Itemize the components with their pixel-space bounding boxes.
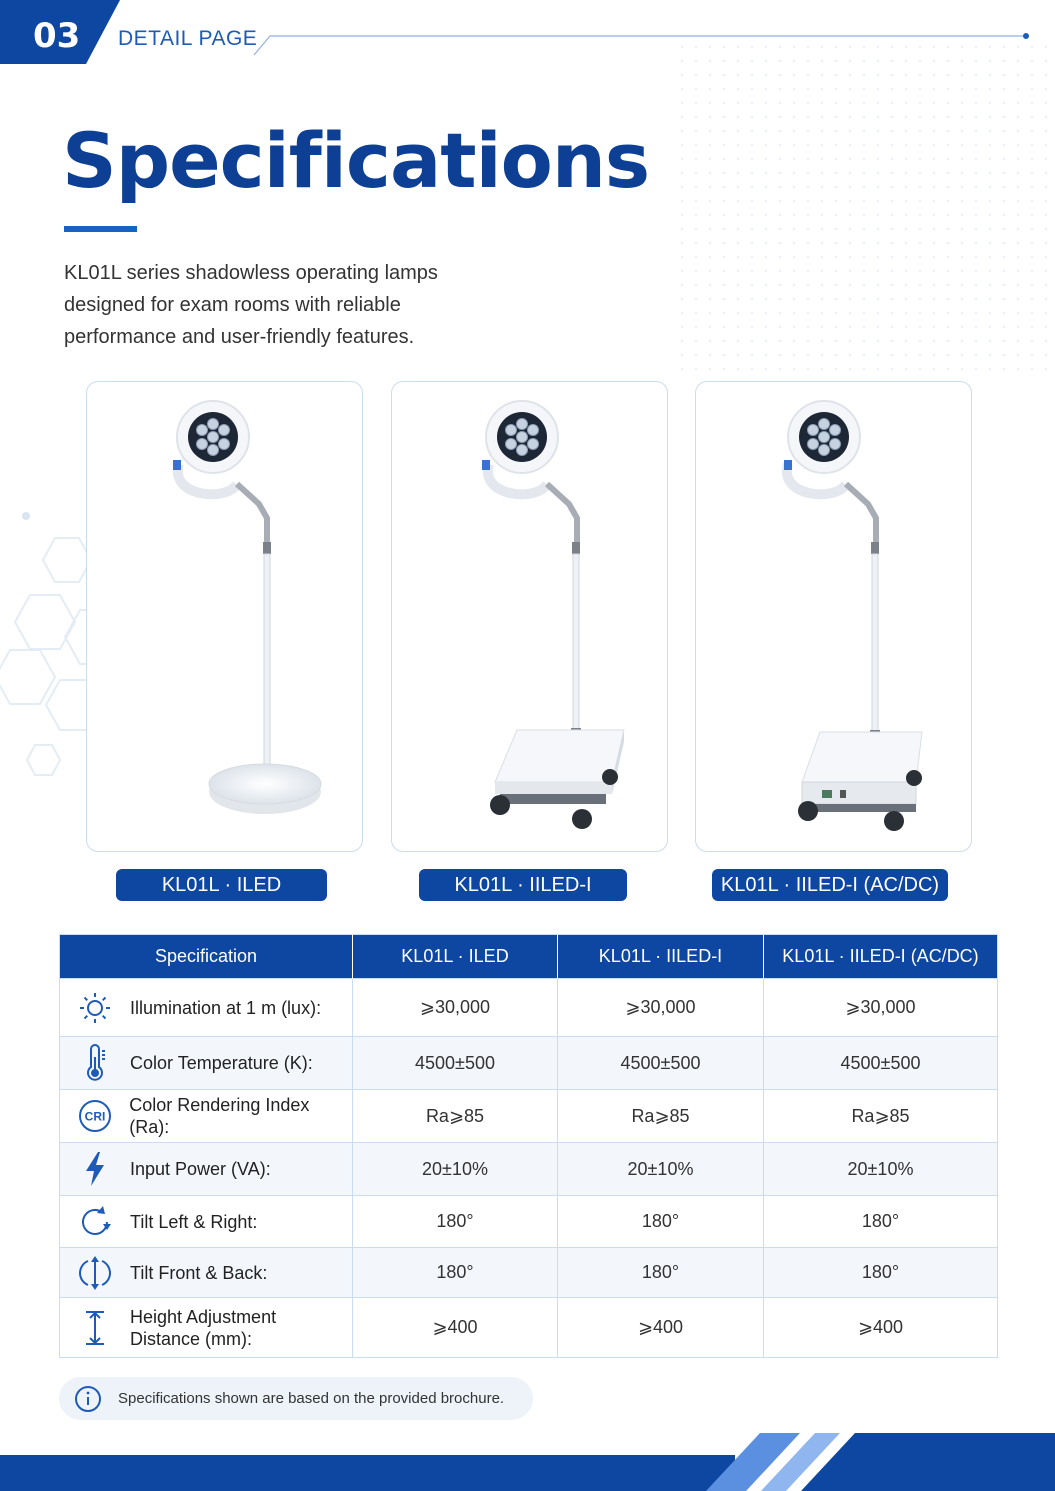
cri-icon-text: CRI xyxy=(84,1109,105,1124)
spec-label: Input Power (VA): xyxy=(130,1159,271,1179)
spec-value: Ra⩾85 xyxy=(558,1090,764,1143)
header-model-3: KL01L · IILED-I (AC/DC) xyxy=(764,935,998,979)
spec-value: 20±10% xyxy=(558,1143,764,1196)
header-specification: Specification xyxy=(60,935,353,979)
lightning-icon xyxy=(60,1150,130,1188)
spec-value: 180° xyxy=(353,1196,558,1248)
header-model-1: KL01L · ILED xyxy=(353,935,558,979)
spec-value: 180° xyxy=(764,1196,998,1248)
title-underline xyxy=(64,226,137,232)
page-description: KL01L series shadowless operating lamps designed for exam rooms with reliable performance and user-friendly features. xyxy=(64,262,438,348)
lamp-round-base-image xyxy=(87,382,363,852)
page-title: Specifications xyxy=(62,116,650,205)
spec-value: 4500±500 xyxy=(764,1037,998,1090)
spec-value: 4500±500 xyxy=(353,1037,558,1090)
spec-value: 180° xyxy=(558,1248,764,1298)
rotate-vertical-icon xyxy=(60,1253,130,1293)
height-adjust-icon xyxy=(60,1308,130,1348)
product-name-iiled-acdc: KL01L · IILED-I (AC/DC) xyxy=(712,869,948,901)
spec-value: ⩾400 xyxy=(764,1298,998,1358)
note-banner xyxy=(59,1377,533,1420)
spec-value: 180° xyxy=(353,1248,558,1298)
spec-value: ⩾400 xyxy=(558,1298,764,1358)
spec-label: Illumination at 1 m (lux): xyxy=(130,997,322,1018)
spec-value: ⩾30,000 xyxy=(764,979,998,1037)
product-card-iled xyxy=(86,381,363,852)
lamp-cart-base-image xyxy=(392,382,668,852)
thermometer-icon xyxy=(60,1043,130,1083)
section-number: 03 xyxy=(33,16,81,56)
table-row xyxy=(60,1037,998,1090)
product-name-iiled: KL01L · IILED-I xyxy=(419,869,627,901)
table-row xyxy=(60,1196,998,1248)
table-header-row xyxy=(60,935,998,979)
table-row xyxy=(60,979,998,1037)
spec-label: Tilt Front & Back: xyxy=(130,1262,268,1283)
lamp-cart-panel-base-image xyxy=(696,382,972,852)
spec-value: 20±10% xyxy=(353,1143,558,1196)
table-row xyxy=(60,1248,998,1298)
table-row xyxy=(60,1298,998,1358)
spec-table xyxy=(59,934,998,1358)
section-label: DETAIL PAGE xyxy=(118,27,258,50)
rotate-horizontal-icon xyxy=(60,1203,130,1241)
spec-label: Tilt Left & Right: xyxy=(130,1211,258,1232)
note-text: Specifications shown are based on the provided brochure. xyxy=(118,1390,505,1407)
spec-value: 20±10% xyxy=(764,1143,998,1196)
spec-value: ⩾30,000 xyxy=(353,979,558,1037)
spec-value: ⩾400 xyxy=(353,1298,558,1358)
footer-band xyxy=(0,1433,1055,1491)
sun-icon xyxy=(60,990,130,1026)
info-icon xyxy=(74,1385,102,1413)
spec-label: Height Adjustment Distance (mm): xyxy=(130,1306,277,1349)
spec-label: Color Rendering Index (Ra): xyxy=(129,1095,310,1137)
header-divider-line xyxy=(250,28,1040,58)
cri-icon xyxy=(60,1098,129,1134)
table-row xyxy=(60,1143,998,1196)
spec-label: Color Temperature (K): xyxy=(130,1053,313,1073)
spec-value: 4500±500 xyxy=(558,1037,764,1090)
spec-value: ⩾30,000 xyxy=(558,979,764,1037)
spec-value: Ra⩾85 xyxy=(353,1090,558,1143)
header-model-2: KL01L · IILED-I xyxy=(558,935,764,979)
product-card-iiled xyxy=(391,381,668,852)
spec-value: Ra⩾85 xyxy=(764,1090,998,1143)
table-row xyxy=(60,1090,998,1143)
product-name-iled: KL01L · ILED xyxy=(116,869,327,901)
spec-value: 180° xyxy=(558,1196,764,1248)
background-dot-pattern xyxy=(675,40,1055,380)
spec-value: 180° xyxy=(764,1248,998,1298)
product-card-iiled-acdc xyxy=(695,381,972,852)
